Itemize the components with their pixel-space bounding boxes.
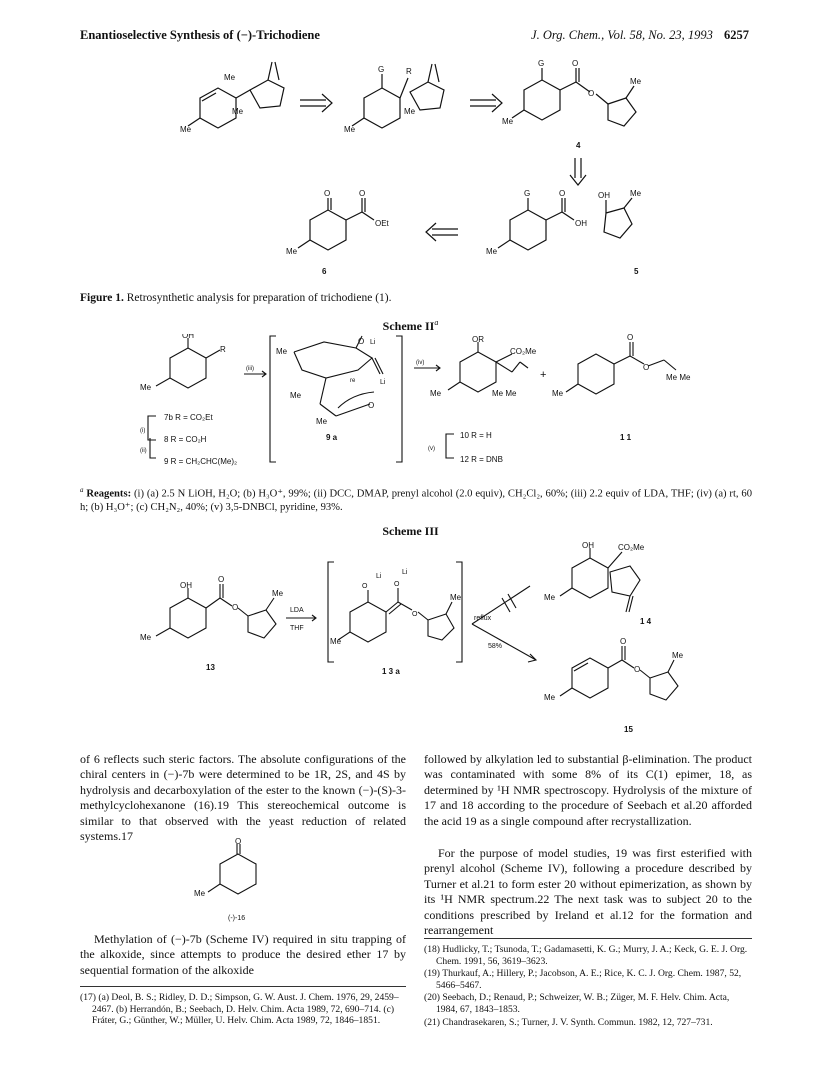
ref-18: (18) Hudlicky, T.; Tsunoda, T.; Gadamasetti, K. G.; Murry, J. A.; Keck, G. E. J. Org. Chem. 1991, 56, 3619–3623. (424, 944, 748, 967)
volume-issue: , Vol. 58, No. 23, 1993 (601, 28, 713, 42)
svg-text:Me: Me (544, 693, 556, 702)
label-12: 12 R = DNB (460, 455, 503, 464)
running-head-citation (531, 28, 749, 43)
svg-text:OEt: OEt (375, 219, 389, 228)
svg-text:Li: Li (376, 573, 382, 580)
svg-text:Me: Me (486, 247, 498, 256)
svg-text:Me: Me (140, 383, 152, 392)
label-compound-4: 4 (576, 141, 581, 150)
retro-arrow-down (570, 158, 586, 185)
left-column-p2: Methylation of (−)-7b (Scheme IV) required in situ trapping of the alkoxide, since attempts to produce the desired ether 17 by sequential formation of the alkoxide (80, 932, 406, 977)
compound-15-structure (560, 646, 678, 700)
trichodiene-structure (188, 62, 284, 128)
svg-text:Me: Me (344, 125, 356, 134)
svg-text:O: O (588, 89, 595, 98)
svg-text:(ii): (ii) (140, 448, 147, 454)
reagent-lda: LDA (290, 607, 304, 614)
compound-4-structure (512, 68, 636, 126)
scheme2-structures (80, 334, 760, 478)
label-compound-5: 5 (634, 267, 639, 276)
bracket-13a (328, 562, 462, 662)
svg-text:Li: Li (380, 379, 386, 386)
footnote-rule-right (424, 938, 752, 939)
svg-text:OH: OH (180, 581, 192, 590)
label-15: 15 (624, 725, 633, 734)
svg-text:CO₂Me: CO₂Me (618, 543, 645, 552)
svg-text:Me: Me (286, 247, 298, 256)
svg-text:O: O (643, 363, 650, 372)
svg-text:Me Me: Me Me (666, 373, 691, 382)
scheme2-title (0, 318, 821, 334)
compound-14-structure (560, 548, 640, 612)
retro-arrow-1 (300, 94, 332, 112)
svg-text:(i): (i) (140, 428, 146, 434)
svg-text:O: O (634, 665, 641, 674)
scheme3-structures (140, 540, 760, 740)
svg-text:R: R (220, 345, 226, 354)
scheme3-title: Scheme III (382, 524, 439, 538)
svg-text:Me: Me (180, 125, 192, 134)
svg-text:Me: Me (450, 593, 462, 602)
svg-text:O: O (368, 401, 375, 410)
svg-text:O: O (627, 334, 634, 342)
condition-reflux: reflux (474, 615, 492, 622)
ref-20: (20) Seebach, D.; Renaud, P.; Schweizer, W. B.; Züger, M. F. Helv. Chim. Acta, 1984, 67, 1843–1853. (424, 992, 730, 1015)
retro-arrow-3 (426, 223, 458, 241)
footnote-rule-left (80, 986, 406, 987)
compound-6-structure (298, 198, 374, 250)
svg-text:O: O (359, 189, 366, 198)
svg-text:Me: Me (316, 417, 328, 426)
ref-17: (17) (a) Deol, B. S.; Ridley, D. D.; Simpson, G. W. Aust. J. Chem. 1976, 29, 2459–2467. (b) Herrandón, B.; Seebach, D. Helv. Chim. Acta 1989, 72, 690–714. (c) Fráter, G.; Günther, W.; Müller, U. Helv. Chim. Acta 1989, 72, 1846–1851. (80, 992, 399, 1027)
svg-text:Me: Me (330, 637, 342, 646)
footnotes-left (80, 992, 406, 1028)
svg-text:(iii): (iii) (246, 366, 254, 372)
svg-text:Me: Me (194, 889, 206, 898)
label-compound-16: (-)-16 (228, 915, 246, 922)
scheme2-side-arrows (148, 416, 156, 458)
scheme2-title-text: Scheme II (382, 319, 435, 333)
ref-21: (21) Chandrasekaren, S.; Turner, J. V. Synth. Commun. 1982, 12, 727–731. (424, 1016, 713, 1028)
retro-arrow-2 (470, 94, 502, 112)
svg-text:OR: OR (472, 335, 484, 344)
svg-text:O: O (232, 603, 239, 612)
svg-text:O: O (572, 59, 579, 68)
running-head-title: Enantioselective Synthesis of (−)-Trichodiene (80, 28, 320, 42)
svg-text:Me: Me (544, 593, 556, 602)
compound-13-structure (156, 584, 276, 638)
svg-text:G: G (524, 189, 531, 198)
left-column-p1: of 6 reflects such steric factors. The absolute configurations of the chiral centers in (−)-7b were determined to be 1R, 2S, and 4S by hydrolysis and decarboxylation of the ester to the known (−)-(S)-3-methylcyclohexanone (16).19 This stereochemical outcome is similar to that observed with the yeast reduction of related systems.17 (80, 752, 406, 844)
ref-19: (19) Thurkauf, A.; Hillery, P.; Jacobson, A. E.; Rice, K. C. J. Org. Chem. 1987, 52, 5466–5467. (424, 968, 742, 991)
svg-text:R: R (406, 67, 412, 76)
svg-text:Me: Me (430, 389, 442, 398)
svg-text:Me: Me (272, 589, 284, 598)
page-number: 6257 (724, 28, 749, 42)
footnotes-right (424, 944, 752, 1029)
svg-text:Me: Me (672, 651, 684, 660)
svg-text:Me Me: Me Me (492, 389, 517, 398)
compound-5-structure (498, 198, 632, 250)
reagents-text: (i) (a) 2.5 N LiOH, H₂O; (b) H₃O⁺, 99%; (ii) DCC, DMAP, prenyl alcohol (2.0 equiv), CH₂Cl₂, 60%; (iii) 2.2 equiv of LDA, THF; (iv) (a) rt, 60 h; (b) H₃O⁺; (c) CH₂N₂, 40%; (v) 3,5-DNBCl, pyridine, 93%. (80, 488, 753, 513)
figure1-caption-label: Figure 1. (80, 292, 124, 304)
svg-text:Li: Li (402, 569, 408, 576)
journal-name: J. Org. Chem. (531, 28, 602, 42)
svg-text:Me: Me (630, 189, 642, 198)
svg-text:O: O (358, 337, 365, 346)
svg-text:O: O (394, 581, 400, 588)
figure1-structures (180, 48, 740, 288)
label-9: 9 R = CH₂CHC(Me)₂ (164, 457, 238, 466)
arrow-to-15 (472, 624, 536, 660)
svg-text:OH: OH (182, 334, 194, 340)
label-10: 10 R = H (460, 431, 492, 440)
svg-text:G: G (538, 59, 545, 68)
label-13: 13 (206, 663, 215, 672)
label-13a: 1 3 a (382, 667, 400, 676)
svg-text:CO₂Me: CO₂Me (510, 347, 537, 356)
svg-text:G: G (378, 65, 385, 74)
svg-text:Me: Me (552, 389, 564, 398)
svg-text:Me: Me (224, 73, 236, 82)
label-14: 1 4 (640, 617, 652, 626)
svg-text:Me: Me (404, 107, 416, 116)
reagents-label: Reagents: (86, 488, 132, 500)
svg-text:OH: OH (575, 219, 587, 228)
svg-text:O: O (324, 189, 331, 198)
enolate-13a-structure (338, 588, 454, 642)
svg-text:O: O (218, 575, 225, 584)
svg-text:+: + (540, 369, 547, 381)
yield-58: 58% (488, 643, 503, 650)
scheme2-reagents: $^a$ Reagents: (i) (a) 2.5 N LiOH, H₂O; (b) H₃O⁺, 99%; (ii) DCC, DMAP, prenyl alcohol (2.0 equiv), CH₂Cl₂, 60%; (iii) 2.2 equiv of LDA, THF; (iv) (a) rt, 60 h; (b) H₃O⁺; (c) CH₂N₂, 40%; (v) 3,5-DNBCl, pyridine, 93%. (80, 486, 753, 513)
svg-text:(v): (v) (428, 446, 435, 452)
arrow-to-14 (472, 586, 530, 624)
figure1-caption-text: Retrosynthetic analysis for preparation of trichodiene (1). (123, 292, 392, 304)
svg-text:re: re (350, 378, 356, 384)
svg-text:Me: Me (290, 391, 302, 400)
svg-text:Me: Me (232, 107, 244, 116)
svg-text:(iv): (iv) (416, 360, 425, 366)
intermediate-structure (352, 64, 444, 128)
compound-11-structure (566, 342, 676, 394)
right-column-p1: followed by alkylation led to substantial β-elimination. The product was contaminated with some 8% of its C(1) epimer, 18, as determined by ¹H NMR spectroscopy. Hydrolysis of the mixture of 17 and 18 according to the procedure of Seebach et al.20 afforded the acid 19 as a single compound after recrystallization. (424, 752, 752, 828)
svg-text:O: O (620, 637, 627, 646)
figure1-caption (80, 292, 391, 304)
svg-text:Me: Me (502, 117, 514, 126)
label-compound-6: 6 (322, 267, 327, 276)
svg-text:Me: Me (630, 77, 642, 86)
svg-text:Me: Me (140, 633, 152, 642)
label-8: 8 R = CO₂H (164, 435, 207, 444)
svg-text:Me: Me (276, 347, 288, 356)
svg-text:OH: OH (598, 191, 610, 200)
compound-16-structure (190, 838, 290, 928)
compound-7b-structure (156, 338, 220, 388)
svg-text:O: O (412, 611, 418, 618)
svg-text:O: O (559, 189, 566, 198)
svg-text:O: O (362, 583, 368, 590)
right-column-p2: For the purpose of model studies, 19 was first esterified with prenyl alcohol (Scheme IV), following a procedure described by Turner et al.21 to form ester 20 without epimerization, as shown by its ¹H NMR spectrum.22 The next task was to subject 20 to the conditions prescribed by Ireland et al.12 for the formation and rearrangement (424, 846, 752, 938)
label-11: 1 1 (620, 433, 632, 442)
label-9a: 9 a (326, 433, 338, 442)
svg-text:O: O (235, 838, 242, 846)
reagent-thf: THF (290, 625, 304, 632)
svg-text:OH: OH (582, 541, 594, 550)
svg-text:Li: Li (370, 339, 376, 346)
label-7b: 7b R = CO₂Et (164, 413, 213, 422)
scheme2-title-sup: a (434, 318, 439, 327)
